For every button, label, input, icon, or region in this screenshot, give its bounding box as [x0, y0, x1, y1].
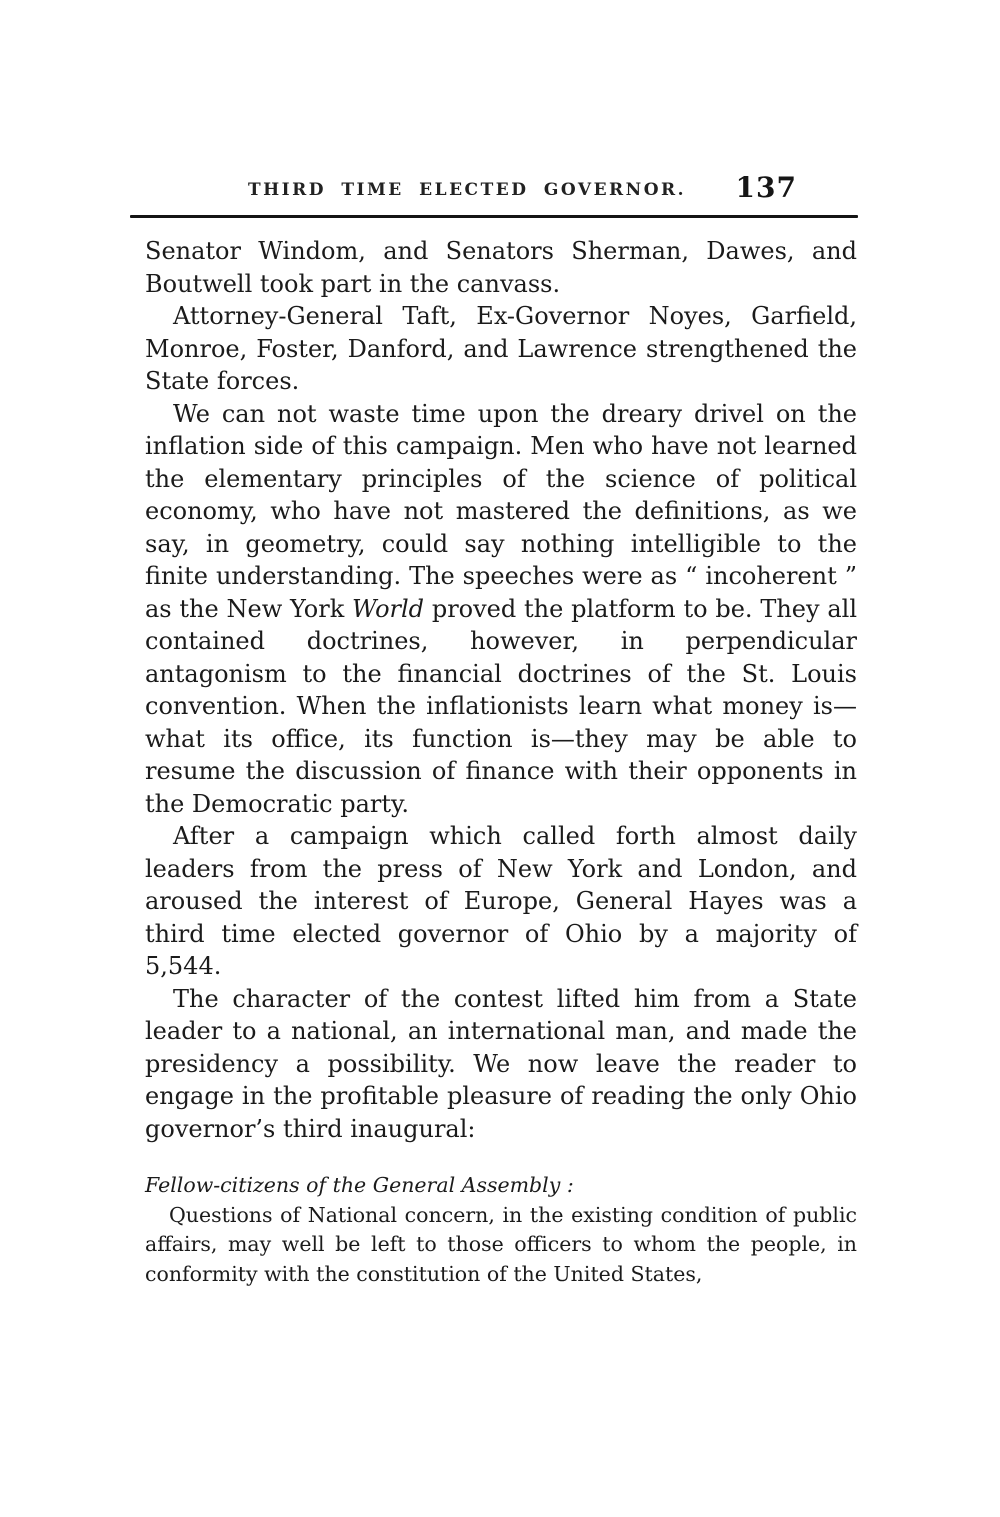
running-header: [145, 171, 857, 208]
page-number: 137: [735, 171, 797, 204]
paragraph-inflation-campaign-text: We can not waste time upon the dreary drivel on the inflation side of this campaign. Men who have not learned the elementary principles of the science of political economy, who have not mastered the definitions, as we say, in geometry, could say nothing intelligible to the finite understanding. The speeches were as “ incoherent ” as the New York: [145, 399, 857, 623]
paragraph-canvass: Senator Windom, and Senators Sherman, Dawes, and Boutwell took part in the canvass.: [145, 237, 857, 298]
paragraph-character-of-contest: The character of the contest lifted him from a State leader to a national, an international man, and made the presidency a possibility. We now leave the reader to engage in the profitable pleasure of reading the only Ohio governor’s third inaugural:: [145, 984, 857, 1143]
paragraph-inflation-campaign-continued: proved the platform to be. They all contained doctrines, however, in perpendicular antagonism to the financial doctrines of the St. Louis convention. When the inflationists learn what money is—what its office, its function is—they may be able to resume the discussion of finance with their opponents in the Democratic party.: [145, 594, 857, 818]
running-header-title: THIRD TIME ELECTED GOVERNOR.: [247, 180, 687, 200]
inaugural-paragraph: Questions of National concern, in the existing condition of public affairs, may well be left to those officers to whom the people, in conformity with the constitution of the United States,: [145, 1202, 857, 1286]
paragraph-state-forces: Attorney-General Taft, Ex-Governor Noyes, Garfield, Monroe, Foster, Danford, and Lawrence strengthened the State forces.: [145, 302, 857, 395]
header-divider-rule: [130, 215, 858, 218]
paragraph-inflation-campaign: [145, 398, 857, 821]
newspaper-title-world: World: [352, 594, 425, 623]
page-body-text: [145, 235, 857, 1289]
inaugural-salutation: Fellow-citizens of the General Assembly :: [145, 1173, 574, 1197]
inaugural-address-excerpt: [145, 1171, 857, 1289]
paragraph-election-majority: After a campaign which called forth almost daily leaders from the press of New York and London, and aroused the interest of Europe, General Hayes was a third time elected governor of Ohio by a majority of 5,544.: [145, 822, 857, 980]
